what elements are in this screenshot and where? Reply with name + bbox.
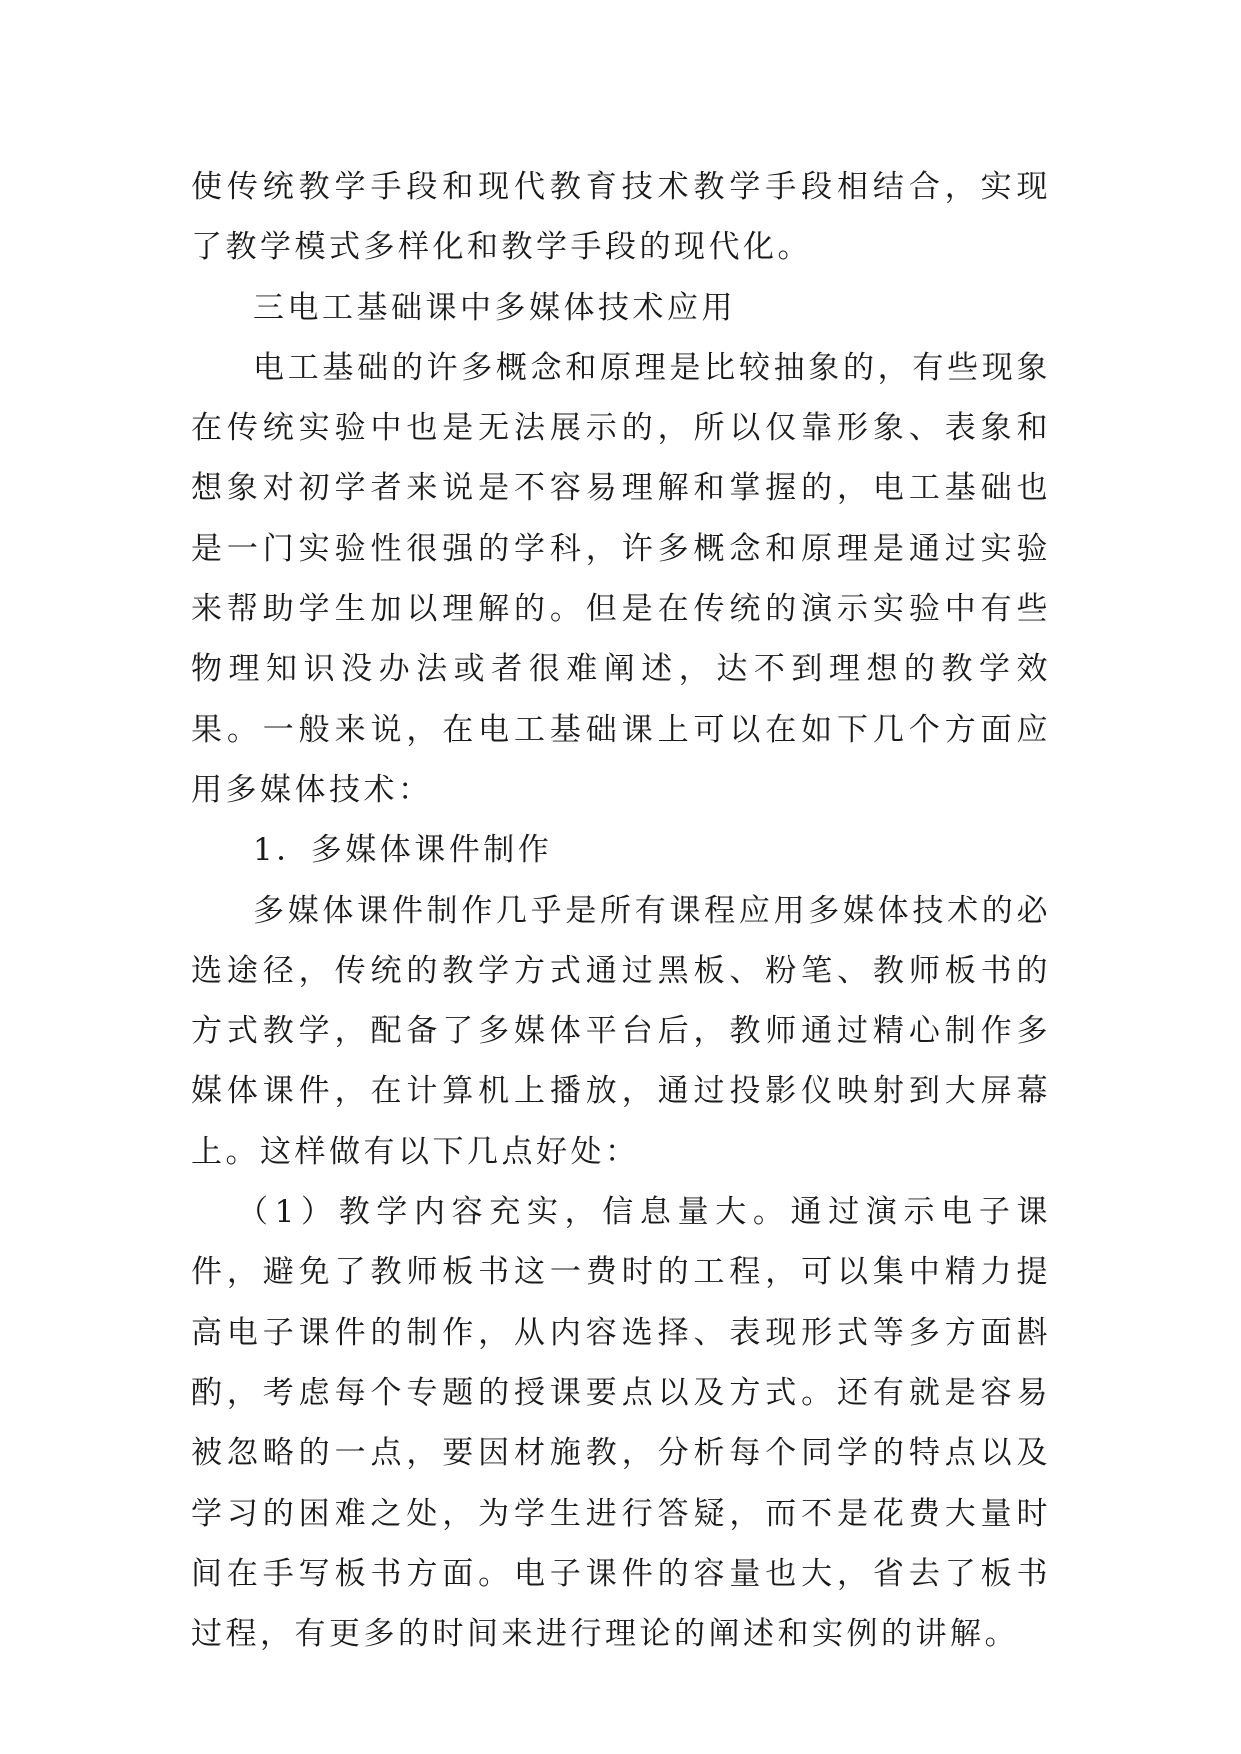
paragraph: 电工基础的许多概念和原理是比较抽象的，有些现象在传统实验中也是无法展示的，所以仅靠形象、表象和想象对初学者来说是不容易理解和掌握的，电工基础也是一门实验性很强的学科，许多概念和原理是通过实验来帮助学生加以理解的。但是在传统的演示实验中有些物理知识没办法或者很难阐述，达不到理想的教学效果。一般来说，在电工基础课上可以在如下几个方面应用多媒体技术：	[191, 349, 1051, 808]
paragraph: 多媒体课件制作几乎是所有课程应用多媒体技术的必选途径，传统的教学方式通过黑板、粉笔、教师板书的方式教学，配备了多媒体平台后，教师通过精心制作多媒体课件，在计算机上播放，通过投影仪映射到大屏幕上。这样做有以下几点好处：	[191, 892, 1051, 1170]
numbered-point: （1）教学内容充实，信息量大。通过演示电子课件，避免了教师板书这一费时的工程，可以集中精力提高电子课件的制作，从内容选择、表现形式等多方面斟酌，考虑每个专题的授课要点以及方式。还有就是容易被忽略的一点，要因材施教，分析每个同学的特点以及学习的困难之处，为学生进行答疑，而不是花费大量时间在手写板书方面。电子课件的容量也大，省去了板书过程，有更多的时间来进行理论的阐述和实例的讲解。	[191, 1194, 1051, 1653]
section-heading: 三电工基础课中多媒体技术应用	[253, 289, 736, 326]
document-body	[191, 157, 1051, 1664]
paragraph-continued: 使传统教学手段和现代教育技术教学手段相结合，实现了教学模式多样化和教学手段的现代化。	[191, 169, 1051, 266]
subheading: 1．多媒体课件制作	[253, 832, 553, 869]
